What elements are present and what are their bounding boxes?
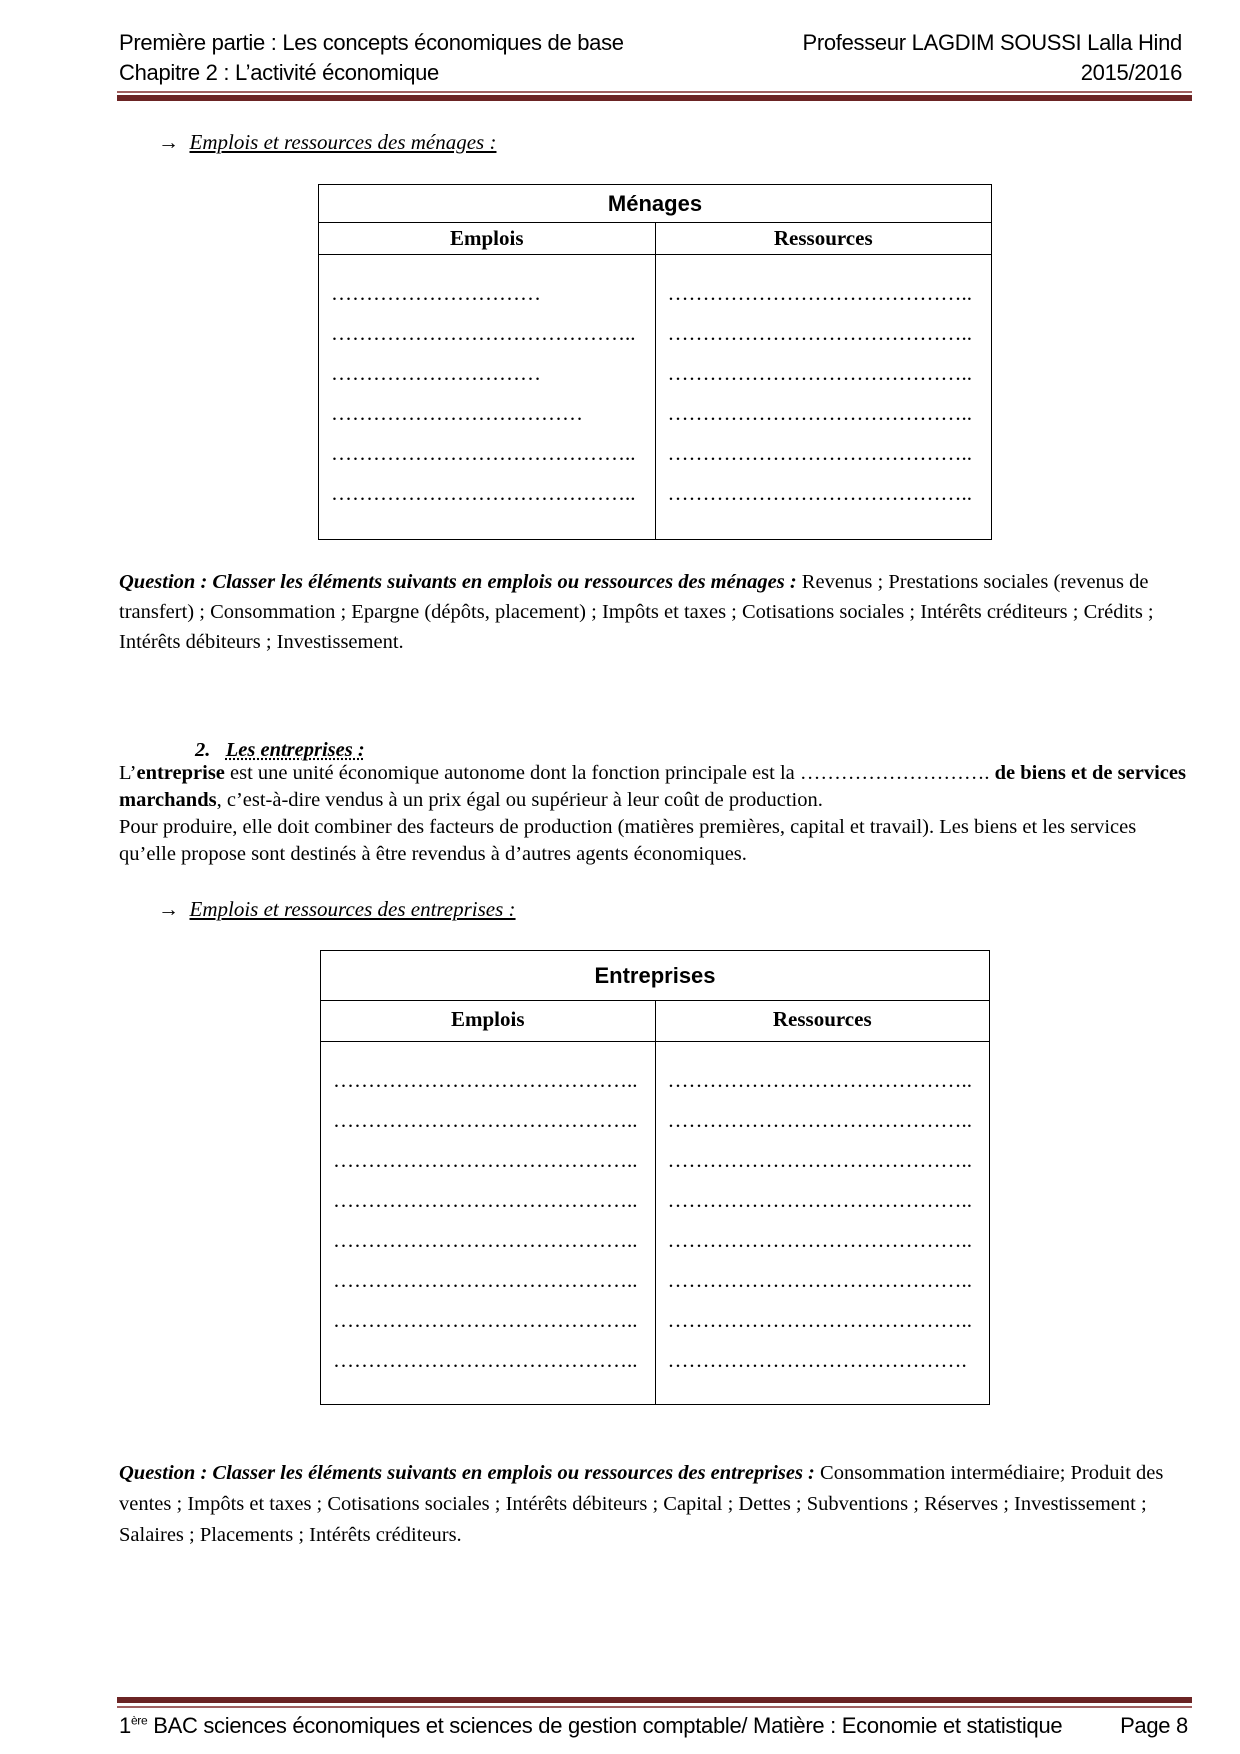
dotted-line: ………………………… xyxy=(331,281,541,305)
dotted-line: …………………………………….. xyxy=(667,481,972,505)
dotted-line: …………………………………….. xyxy=(667,281,972,305)
col-ressources: Ressources xyxy=(655,1001,990,1042)
header-right-line2: 2015/2016 xyxy=(1080,60,1182,85)
header-left-line2: Chapitre 2 : L’activité économique xyxy=(119,60,439,85)
dotted-line: …………………………………….. xyxy=(331,321,636,345)
dotted-line: …………………………………….. xyxy=(333,1148,638,1172)
entreprises-heading-text: Emplois et ressources des entreprises : xyxy=(189,897,516,921)
dotted-line: …………………………………….. xyxy=(333,1308,638,1332)
footer-rule xyxy=(117,1697,1192,1703)
t: ère xyxy=(130,1713,148,1728)
dotted-line: …………………………………….. xyxy=(667,1148,972,1172)
question-lead: Question : Classer les éléments suivants en emplois ou ressources des entreprises : xyxy=(119,1462,815,1484)
t: de biens et de services marchands xyxy=(119,762,1186,811)
emplois-cell xyxy=(321,1042,656,1405)
dotted-line: …………………………………….. xyxy=(667,321,972,345)
question-lead: Question : Classer les éléments suivants en emplois ou ressources des ménages : xyxy=(119,571,797,593)
dotted-line: …………………………………….. xyxy=(331,481,636,505)
menages-table xyxy=(318,184,992,540)
header-right-line1: Professeur LAGDIM SOUSSI Lalla Hind xyxy=(802,30,1182,55)
t: , c’est-à-dire vendus à un prix égal ou supérieur à leur coût de production. xyxy=(216,789,823,811)
col-emplois: Emplois xyxy=(319,223,656,255)
question-text: Consommation intermédiaire; Produit des ventes ; Impôts et taxes ; Cotisations sociales ; Intérêts débiteurs ; Capital ; Dettes ; Subventions ; Réserves ; Investissement ; Salaires ; Placements ; Intérêts créditeurs. xyxy=(119,1462,1164,1546)
ressources-cell xyxy=(655,255,992,540)
col-ressources: Ressources xyxy=(655,223,992,255)
dotted-line: ……………………………………. xyxy=(667,1348,967,1372)
dotted-line: …………………………………….. xyxy=(667,401,972,425)
t: Pour produire, elle doit combiner des facteurs de production (matières premières, capital et travail). Les biens et les services qu’elle propose sont destinés à être revendus à d’autres agents économiques. xyxy=(119,816,1137,865)
dotted-line: ………………………… xyxy=(331,361,541,385)
dotted-line: …………………………………….. xyxy=(333,1268,638,1292)
footer-text xyxy=(119,1713,1062,1739)
entreprises-table-title: Entreprises xyxy=(321,951,990,1001)
dotted-line: …………………………………….. xyxy=(333,1188,638,1212)
dotted-line: …………………………………….. xyxy=(333,1108,638,1132)
dotted-line: …………………………………….. xyxy=(667,1108,972,1132)
menages-heading xyxy=(158,130,496,155)
t: L’ xyxy=(119,762,137,784)
dotted-line: …………………………………….. xyxy=(667,361,972,385)
entreprise-definition xyxy=(119,760,1191,868)
entreprises-table xyxy=(320,950,990,1405)
page-number: Page 8 xyxy=(1120,1713,1188,1738)
t: entreprise xyxy=(136,762,225,784)
section-number: 2. xyxy=(195,739,211,761)
dotted-line: ……………………………… xyxy=(331,401,583,425)
dotted-line: …………………………………….. xyxy=(331,441,636,465)
t: est une unité économique autonome dont la fonction principale est la ………………………. xyxy=(224,762,995,784)
dotted-line: …………………………………….. xyxy=(333,1348,638,1372)
menages-table-title: Ménages xyxy=(319,185,992,223)
dotted-line: …………………………………….. xyxy=(333,1228,638,1252)
question-text: Revenus ; Prestations sociales (revenus de transfert) ; Consommation ; Epargne (dépôts, placement) ; Impôts et taxes ; Cotisations sociales ; Intérêts créditeurs ; Crédits ; Intérêts débiteurs ; Investissement. xyxy=(119,571,1154,653)
question-entreprises xyxy=(119,1458,1191,1551)
dotted-line: …………………………………….. xyxy=(667,1188,972,1212)
header-rule-thin xyxy=(117,91,1192,93)
question-menages xyxy=(119,567,1189,657)
arrow-icon: → xyxy=(158,897,179,921)
col-emplois: Emplois xyxy=(321,1001,656,1042)
emplois-cell xyxy=(319,255,656,540)
t: BAC sciences économiques et sciences de gestion comptable/ Matière : Economie et statistique xyxy=(147,1713,1063,1738)
t: 1 xyxy=(119,1713,131,1738)
menages-heading-text: Emplois et ressources des ménages : xyxy=(189,130,497,154)
arrow-icon: → xyxy=(158,130,179,154)
footer-rule-thin xyxy=(117,1706,1192,1708)
header-left-line1: Première partie : Les concepts économiques de base xyxy=(119,30,624,55)
header-rule xyxy=(117,95,1192,101)
dotted-line: …………………………………….. xyxy=(667,1228,972,1252)
entreprises-heading xyxy=(158,897,516,922)
dotted-line: …………………………………….. xyxy=(333,1068,638,1092)
dotted-line: …………………………………….. xyxy=(667,1308,972,1332)
section-title: Les entreprises : xyxy=(225,739,365,761)
dotted-line: …………………………………….. xyxy=(667,1268,972,1292)
dotted-line: …………………………………….. xyxy=(667,1068,972,1092)
dotted-line: …………………………………….. xyxy=(667,441,972,465)
ressources-cell xyxy=(655,1042,990,1405)
